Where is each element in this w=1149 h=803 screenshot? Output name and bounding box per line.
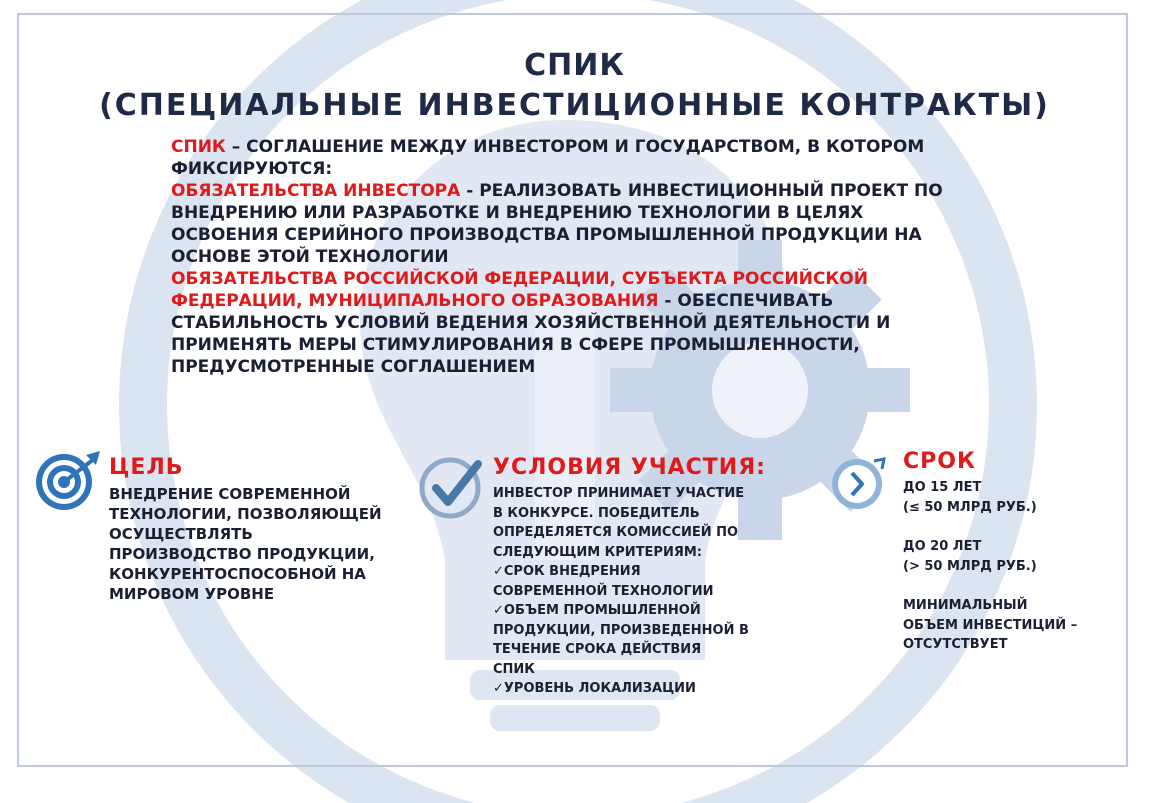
conditions-text (493, 484, 793, 699)
investor-paragraph (171, 180, 971, 268)
goal-text (109, 484, 409, 604)
clock-icon (826, 451, 892, 513)
goal-line: КОНКУРЕНТОСПОСОБНОЙ НА (109, 565, 366, 583)
term-line: ДО 15 ЛЕТ (903, 480, 982, 495)
federation-text: - ОБЕСПЕЧИВАТЬ СТАБИЛЬНОСТЬ УСЛОВИЙ ВЕДЕНИЯ ХОЗЯЙСТВЕННОЙ ДЕЯТЕЛЬНОСТИ И ПРИМЕНЯТЬ МЕРЫ СТИМУЛИРОВАНИЯ В СФЕРЕ ПРОМЫШЛЕННОСТИ, ПРЕДУСМОТРЕННЫЕ СОГЛАШЕНИЕМ (171, 291, 891, 377)
conditions-line: СЛЕДУЮЩИМ КРИТЕРИЯМ: (493, 544, 702, 560)
page-title: СПИК (524, 48, 625, 83)
federation-paragraph (171, 268, 971, 378)
conditions-line: ОПРЕДЕЛЯЕТСЯ КОМИССИЕЙ ПО (493, 525, 739, 540)
conditions-line: ИНВЕСТОР ПРИНИМАЕТ УЧАСТИЕ (493, 486, 745, 501)
goal-heading: ЦЕЛЬ (109, 455, 184, 480)
term-heading: СРОК (903, 449, 976, 474)
target-icon (30, 449, 104, 513)
goal-line: ОСУЩЕСТВЛЯТЬ (109, 525, 253, 543)
conditions-line: ✓УРОВЕНЬ ЛОКАЛИЗАЦИИ (493, 681, 696, 696)
intro-text (171, 136, 971, 378)
conditions-line: ✓СРОК ВНЕДРЕНИЯ (493, 564, 641, 579)
federation-heading: ОБЯЗАТЕЛЬСТВА РОССИЙСКОЙ ФЕДЕРАЦИИ, СУБЪЕКТА РОССИЙСКОЙ ФЕДЕРАЦИИ, МУНИЦИПАЛЬНОГО ОБРАЗОВАНИЯ (171, 269, 868, 311)
conditions-line: ✓ОБЪЕМ ПРОМЫШЛЕННОЙ (493, 603, 701, 618)
term-line: ДО 20 ЛЕТ (903, 539, 982, 554)
goal-line: ВНЕДРЕНИЕ СОВРЕМЕННОЙ (109, 485, 351, 503)
term-label: СПИК (171, 137, 226, 157)
investor-heading: ОБЯЗАТЕЛЬСТВА ИНВЕСТОРА (171, 181, 461, 201)
definition-paragraph (171, 136, 971, 180)
conditions-line: В КОНКУРСЕ. ПОБЕДИТЕЛЬ (493, 505, 700, 521)
conditions-heading: УСЛОВИЯ УЧАСТИЯ: (493, 455, 766, 480)
term-line: ОТСУТСТВУЕТ (903, 637, 1008, 652)
term-text (903, 478, 1133, 655)
checkmark-circle-icon (416, 450, 488, 522)
conditions-line: ТЕЧЕНИЕ СРОКА ДЕЙСТВИЯ (493, 642, 702, 657)
term-line: (> 50 МЛРД РУБ.) (903, 558, 1037, 574)
goal-line: ТЕХНОЛОГИИ, ПОЗВОЛЯЮЩЕЙ (109, 505, 382, 523)
conditions-line: СОВРЕМЕННОЙ ТЕХНОЛОГИИ (493, 583, 714, 599)
page-subtitle: (СПЕЦИАЛЬНЫЕ ИНВЕСТИЦИОННЫЕ КОНТРАКТЫ) (99, 88, 1050, 123)
definition-text: – СОГЛАШЕНИЕ МЕЖДУ ИНВЕСТОРОМ И ГОСУДАРСТВОМ, В КОТОРОМ ФИКСИРУЮТСЯ: (171, 137, 925, 179)
investor-text: - РЕАЛИЗОВАТЬ ИНВЕСТИЦИОННЫЙ ПРОЕКТ ПО ВНЕДРЕНИЮ ИЛИ РАЗРАБОТКЕ И ВНЕДРЕНИЮ ТЕХНОЛОГИИ В ЦЕЛЯХ ОСВОЕНИЯ СЕРИЙНОГО ПРОИЗВОДСТВА ПРОМЫШЛЕННОЙ ПРОДУКЦИИ НА ОСНОВЕ ЭТОЙ ТЕХНОЛОГИИ (171, 181, 943, 267)
term-line: ОБЪЕМ ИНВЕСТИЦИЙ – (903, 617, 1078, 633)
term-line: МИНИМАЛЬНЫЙ (903, 598, 1028, 613)
term-line: (≤ 50 МЛРД РУБ.) (903, 499, 1037, 515)
conditions-line: ПРОДУКЦИИ, ПРОИЗВЕДЕННОЙ В (493, 622, 749, 638)
goal-line: ПРОИЗВОДСТВО ПРОДУКЦИИ, (109, 545, 375, 563)
goal-line: МИРОВОМ УРОВНЕ (109, 585, 275, 603)
conditions-line: СПИК (493, 661, 535, 677)
